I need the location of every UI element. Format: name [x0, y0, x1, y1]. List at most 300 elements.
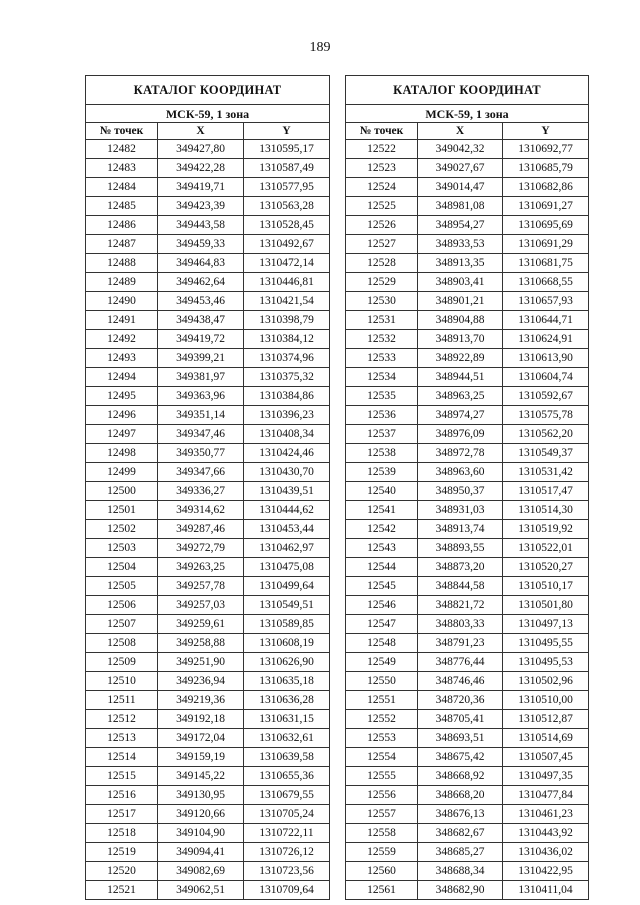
x-coordinate-cell: 348974,27 — [418, 406, 503, 425]
table-row — [86, 691, 330, 710]
column-header-x: X — [418, 123, 503, 140]
point-number-cell: 12489 — [86, 273, 158, 292]
y-coordinate-cell: 1310443,92 — [503, 824, 589, 843]
point-number-cell: 12543 — [346, 539, 418, 558]
x-coordinate-cell: 348844,58 — [418, 577, 503, 596]
catalog-title: КАТАЛОГ КООРДИНАТ — [346, 76, 589, 105]
table-row — [86, 862, 330, 881]
point-number-cell: 12544 — [346, 558, 418, 577]
point-number-cell: 12501 — [86, 501, 158, 520]
table-row — [86, 254, 330, 273]
table-row — [346, 672, 589, 691]
x-coordinate-cell: 349351,14 — [158, 406, 244, 425]
point-number-cell: 12535 — [346, 387, 418, 406]
x-coordinate-cell: 349027,67 — [418, 159, 503, 178]
point-number-cell: 12558 — [346, 824, 418, 843]
x-coordinate-cell: 348668,20 — [418, 786, 503, 805]
x-coordinate-cell: 348963,60 — [418, 463, 503, 482]
x-coordinate-cell: 348693,51 — [418, 729, 503, 748]
x-coordinate-cell: 349094,41 — [158, 843, 244, 862]
point-number-cell: 12482 — [86, 140, 158, 159]
x-coordinate-cell: 348901,21 — [418, 292, 503, 311]
point-number-cell: 12509 — [86, 653, 158, 672]
point-number-cell: 12504 — [86, 558, 158, 577]
y-coordinate-cell: 1310436,02 — [503, 843, 589, 862]
y-coordinate-cell: 1310501,80 — [503, 596, 589, 615]
table-row — [86, 273, 330, 292]
table-row — [346, 596, 589, 615]
table-row — [346, 862, 589, 881]
x-coordinate-cell: 349062,51 — [158, 881, 244, 900]
x-coordinate-cell: 348931,03 — [418, 501, 503, 520]
y-coordinate-cell: 1310604,74 — [503, 368, 589, 387]
x-coordinate-cell: 348903,41 — [418, 273, 503, 292]
y-coordinate-cell: 1310549,51 — [244, 596, 330, 615]
x-coordinate-cell: 348746,46 — [418, 672, 503, 691]
x-coordinate-cell: 349419,71 — [158, 178, 244, 197]
x-coordinate-cell: 349236,94 — [158, 672, 244, 691]
page-number: 189 — [309, 40, 331, 55]
x-coordinate-cell: 348705,41 — [418, 710, 503, 729]
x-coordinate-cell: 348688,34 — [418, 862, 503, 881]
x-coordinate-cell: 348913,74 — [418, 520, 503, 539]
point-number-cell: 12506 — [86, 596, 158, 615]
x-coordinate-cell: 349251,90 — [158, 653, 244, 672]
y-coordinate-cell: 1310626,90 — [244, 653, 330, 672]
y-coordinate-cell: 1310549,37 — [503, 444, 589, 463]
x-coordinate-cell: 348944,51 — [418, 368, 503, 387]
y-coordinate-cell: 1310522,01 — [503, 539, 589, 558]
x-coordinate-cell: 349263,25 — [158, 558, 244, 577]
x-coordinate-cell: 349419,72 — [158, 330, 244, 349]
point-number-cell: 12526 — [346, 216, 418, 235]
table-row — [346, 330, 589, 349]
zone-label: МСК-59, 1 зона — [346, 105, 589, 123]
table-row — [346, 311, 589, 330]
y-coordinate-cell: 1310517,47 — [503, 482, 589, 501]
x-coordinate-cell: 348676,13 — [418, 805, 503, 824]
point-number-cell: 12484 — [86, 178, 158, 197]
point-number-cell: 12505 — [86, 577, 158, 596]
point-number-cell: 12502 — [86, 520, 158, 539]
table-row — [86, 824, 330, 843]
table-row — [86, 140, 330, 159]
table-row — [86, 387, 330, 406]
y-coordinate-cell: 1310636,28 — [244, 691, 330, 710]
x-coordinate-cell: 349453,46 — [158, 292, 244, 311]
x-coordinate-cell: 349347,66 — [158, 463, 244, 482]
x-coordinate-cell: 349082,69 — [158, 862, 244, 881]
y-coordinate-cell: 1310519,92 — [503, 520, 589, 539]
y-coordinate-cell: 1310563,28 — [244, 197, 330, 216]
x-coordinate-cell: 349172,04 — [158, 729, 244, 748]
x-coordinate-cell: 349104,90 — [158, 824, 244, 843]
table-row — [346, 444, 589, 463]
x-coordinate-cell: 348873,20 — [418, 558, 503, 577]
x-coordinate-cell: 349219,36 — [158, 691, 244, 710]
y-coordinate-cell: 1310635,18 — [244, 672, 330, 691]
y-coordinate-cell: 1310587,49 — [244, 159, 330, 178]
table-row — [346, 425, 589, 444]
point-number-cell: 12525 — [346, 197, 418, 216]
point-number-cell: 12546 — [346, 596, 418, 615]
column-header-point-number: № точек — [346, 123, 418, 140]
x-coordinate-cell: 348922,89 — [418, 349, 503, 368]
point-number-cell: 12539 — [346, 463, 418, 482]
coordinate-catalog-table-left — [85, 75, 330, 900]
y-coordinate-cell: 1310531,42 — [503, 463, 589, 482]
y-coordinate-cell: 1310528,45 — [244, 216, 330, 235]
point-number-cell: 12555 — [346, 767, 418, 786]
y-coordinate-cell: 1310608,19 — [244, 634, 330, 653]
table-row — [86, 577, 330, 596]
y-coordinate-cell: 1310510,00 — [503, 691, 589, 710]
point-number-cell: 12492 — [86, 330, 158, 349]
table-row — [346, 387, 589, 406]
y-coordinate-cell: 1310644,71 — [503, 311, 589, 330]
x-coordinate-cell: 349287,46 — [158, 520, 244, 539]
point-number-cell: 12560 — [346, 862, 418, 881]
table-row — [86, 311, 330, 330]
point-number-cell: 12550 — [346, 672, 418, 691]
point-number-cell: 12557 — [346, 805, 418, 824]
point-number-cell: 12561 — [346, 881, 418, 900]
y-coordinate-cell: 1310595,17 — [244, 140, 330, 159]
x-coordinate-cell: 348913,70 — [418, 330, 503, 349]
y-coordinate-cell: 1310679,55 — [244, 786, 330, 805]
table-row — [346, 881, 589, 900]
y-coordinate-cell: 1310499,64 — [244, 577, 330, 596]
x-coordinate-cell: 349120,66 — [158, 805, 244, 824]
y-coordinate-cell: 1310613,90 — [503, 349, 589, 368]
y-coordinate-cell: 1310691,27 — [503, 197, 589, 216]
point-number-cell: 12534 — [346, 368, 418, 387]
point-number-cell: 12533 — [346, 349, 418, 368]
table-row — [86, 843, 330, 862]
y-coordinate-cell: 1310723,56 — [244, 862, 330, 881]
y-coordinate-cell: 1310444,62 — [244, 501, 330, 520]
point-number-cell: 12536 — [346, 406, 418, 425]
x-coordinate-cell: 348668,92 — [418, 767, 503, 786]
table-row — [86, 539, 330, 558]
point-number-cell: 12552 — [346, 710, 418, 729]
table-row — [346, 653, 589, 672]
y-coordinate-cell: 1310408,34 — [244, 425, 330, 444]
x-coordinate-cell: 348976,09 — [418, 425, 503, 444]
x-coordinate-cell: 349427,80 — [158, 140, 244, 159]
table-row — [346, 729, 589, 748]
table-row — [346, 501, 589, 520]
table-row — [86, 197, 330, 216]
table-row — [346, 786, 589, 805]
x-coordinate-cell: 349462,64 — [158, 273, 244, 292]
table-row — [346, 197, 589, 216]
x-coordinate-cell: 348821,72 — [418, 596, 503, 615]
y-coordinate-cell: 1310453,44 — [244, 520, 330, 539]
x-coordinate-cell: 348954,27 — [418, 216, 503, 235]
y-coordinate-cell: 1310726,12 — [244, 843, 330, 862]
point-number-cell: 12520 — [86, 862, 158, 881]
y-coordinate-cell: 1310461,23 — [503, 805, 589, 824]
x-coordinate-cell: 348791,23 — [418, 634, 503, 653]
table-row — [86, 748, 330, 767]
x-coordinate-cell: 349257,03 — [158, 596, 244, 615]
point-number-cell: 12538 — [346, 444, 418, 463]
point-number-cell: 12527 — [346, 235, 418, 254]
y-coordinate-cell: 1310705,24 — [244, 805, 330, 824]
table-row — [346, 216, 589, 235]
y-coordinate-cell: 1310692,77 — [503, 140, 589, 159]
y-coordinate-cell: 1310514,69 — [503, 729, 589, 748]
x-coordinate-cell: 348972,78 — [418, 444, 503, 463]
point-number-cell: 12519 — [86, 843, 158, 862]
coordinate-catalog-table-right — [345, 75, 589, 900]
point-number-cell: 12524 — [346, 178, 418, 197]
y-coordinate-cell: 1310384,12 — [244, 330, 330, 349]
table-row — [346, 634, 589, 653]
x-coordinate-cell: 348720,36 — [418, 691, 503, 710]
x-coordinate-cell: 348933,53 — [418, 235, 503, 254]
point-number-cell: 12537 — [346, 425, 418, 444]
table-row — [346, 558, 589, 577]
y-coordinate-cell: 1310411,04 — [503, 881, 589, 900]
x-coordinate-cell: 349464,83 — [158, 254, 244, 273]
x-coordinate-cell: 348675,42 — [418, 748, 503, 767]
table-row — [86, 178, 330, 197]
y-coordinate-cell: 1310446,81 — [244, 273, 330, 292]
point-number-cell: 12522 — [346, 140, 418, 159]
y-coordinate-cell: 1310398,79 — [244, 311, 330, 330]
x-coordinate-cell: 348682,90 — [418, 881, 503, 900]
y-coordinate-cell: 1310577,95 — [244, 178, 330, 197]
point-number-cell: 12514 — [86, 748, 158, 767]
table-row — [346, 463, 589, 482]
table-row — [86, 463, 330, 482]
y-coordinate-cell: 1310512,87 — [503, 710, 589, 729]
point-number-cell: 12495 — [86, 387, 158, 406]
table-row — [86, 368, 330, 387]
x-coordinate-cell: 348803,33 — [418, 615, 503, 634]
point-number-cell: 12503 — [86, 539, 158, 558]
x-coordinate-cell: 348776,44 — [418, 653, 503, 672]
table-row — [346, 805, 589, 824]
y-coordinate-cell: 1310375,32 — [244, 368, 330, 387]
point-number-cell: 12518 — [86, 824, 158, 843]
point-number-cell: 12530 — [346, 292, 418, 311]
point-number-cell: 12531 — [346, 311, 418, 330]
x-coordinate-cell: 348685,27 — [418, 843, 503, 862]
y-coordinate-cell: 1310507,45 — [503, 748, 589, 767]
x-coordinate-cell: 349443,58 — [158, 216, 244, 235]
y-coordinate-cell: 1310631,15 — [244, 710, 330, 729]
point-number-cell: 12499 — [86, 463, 158, 482]
table-row — [86, 596, 330, 615]
y-coordinate-cell: 1310657,93 — [503, 292, 589, 311]
point-number-cell: 12553 — [346, 729, 418, 748]
y-coordinate-cell: 1310514,30 — [503, 501, 589, 520]
table-row — [86, 881, 330, 900]
x-coordinate-cell: 349014,47 — [418, 178, 503, 197]
table-row — [86, 653, 330, 672]
table-row — [86, 235, 330, 254]
y-coordinate-cell: 1310492,67 — [244, 235, 330, 254]
table-row — [86, 786, 330, 805]
column-header-y: Y — [244, 123, 330, 140]
x-coordinate-cell: 349459,33 — [158, 235, 244, 254]
table-row — [346, 159, 589, 178]
table-row — [86, 558, 330, 577]
point-number-cell: 12541 — [346, 501, 418, 520]
y-coordinate-cell: 1310422,95 — [503, 862, 589, 881]
table-row — [86, 520, 330, 539]
x-coordinate-cell: 348981,08 — [418, 197, 503, 216]
point-number-cell: 12549 — [346, 653, 418, 672]
table-row — [346, 349, 589, 368]
x-coordinate-cell: 349381,97 — [158, 368, 244, 387]
table-row — [86, 767, 330, 786]
y-coordinate-cell: 1310497,35 — [503, 767, 589, 786]
point-number-cell: 12497 — [86, 425, 158, 444]
point-number-cell: 12523 — [346, 159, 418, 178]
table-row — [346, 691, 589, 710]
table-row — [346, 254, 589, 273]
table-row — [86, 292, 330, 311]
table-row — [86, 406, 330, 425]
table-row — [346, 520, 589, 539]
point-number-cell: 12547 — [346, 615, 418, 634]
table-row — [86, 349, 330, 368]
point-number-cell: 12513 — [86, 729, 158, 748]
y-coordinate-cell: 1310632,61 — [244, 729, 330, 748]
catalog-title: КАТАЛОГ КООРДИНАТ — [86, 76, 330, 105]
point-number-cell: 12545 — [346, 577, 418, 596]
table-row — [86, 805, 330, 824]
y-coordinate-cell: 1310685,79 — [503, 159, 589, 178]
column-header-point-number: № точек — [86, 123, 158, 140]
point-number-cell: 12488 — [86, 254, 158, 273]
table-row — [86, 672, 330, 691]
table-row — [346, 273, 589, 292]
point-number-cell: 12551 — [346, 691, 418, 710]
point-number-cell: 12490 — [86, 292, 158, 311]
x-coordinate-cell: 348950,37 — [418, 482, 503, 501]
table-row — [86, 482, 330, 501]
y-coordinate-cell: 1310495,53 — [503, 653, 589, 672]
y-coordinate-cell: 1310639,58 — [244, 748, 330, 767]
point-number-cell: 12521 — [86, 881, 158, 900]
point-number-cell: 12516 — [86, 786, 158, 805]
table-row — [346, 292, 589, 311]
point-number-cell: 12540 — [346, 482, 418, 501]
y-coordinate-cell: 1310709,64 — [244, 881, 330, 900]
point-number-cell: 12529 — [346, 273, 418, 292]
y-coordinate-cell: 1310477,84 — [503, 786, 589, 805]
table-row — [346, 235, 589, 254]
table-row — [86, 330, 330, 349]
y-coordinate-cell: 1310439,51 — [244, 482, 330, 501]
x-coordinate-cell: 349042,32 — [418, 140, 503, 159]
point-number-cell: 12486 — [86, 216, 158, 235]
point-number-cell: 12511 — [86, 691, 158, 710]
y-coordinate-cell: 1310562,20 — [503, 425, 589, 444]
y-coordinate-cell: 1310502,96 — [503, 672, 589, 691]
table-row — [346, 140, 589, 159]
column-header-x: X — [158, 123, 244, 140]
x-coordinate-cell: 348893,55 — [418, 539, 503, 558]
point-number-cell: 12493 — [86, 349, 158, 368]
point-number-cell: 12532 — [346, 330, 418, 349]
x-coordinate-cell: 349259,61 — [158, 615, 244, 634]
x-coordinate-cell: 349257,78 — [158, 577, 244, 596]
table-row — [86, 501, 330, 520]
y-coordinate-cell: 1310497,13 — [503, 615, 589, 634]
y-coordinate-cell: 1310722,11 — [244, 824, 330, 843]
point-number-cell: 12556 — [346, 786, 418, 805]
table-row — [346, 748, 589, 767]
point-number-cell: 12510 — [86, 672, 158, 691]
x-coordinate-cell: 349145,22 — [158, 767, 244, 786]
point-number-cell: 12485 — [86, 197, 158, 216]
point-number-cell: 12512 — [86, 710, 158, 729]
x-coordinate-cell: 349258,88 — [158, 634, 244, 653]
y-coordinate-cell: 1310624,91 — [503, 330, 589, 349]
point-number-cell: 12508 — [86, 634, 158, 653]
x-coordinate-cell: 349363,96 — [158, 387, 244, 406]
table-row — [86, 634, 330, 653]
table-row — [346, 577, 589, 596]
point-number-cell: 12491 — [86, 311, 158, 330]
table-row — [86, 729, 330, 748]
point-number-cell: 12507 — [86, 615, 158, 634]
y-coordinate-cell: 1310430,70 — [244, 463, 330, 482]
y-coordinate-cell: 1310575,78 — [503, 406, 589, 425]
point-number-cell: 12515 — [86, 767, 158, 786]
y-coordinate-cell: 1310681,75 — [503, 254, 589, 273]
table-row — [346, 615, 589, 634]
y-coordinate-cell: 1310592,67 — [503, 387, 589, 406]
point-number-cell: 12528 — [346, 254, 418, 273]
x-coordinate-cell: 349350,77 — [158, 444, 244, 463]
x-coordinate-cell: 349159,19 — [158, 748, 244, 767]
y-coordinate-cell: 1310510,17 — [503, 577, 589, 596]
x-coordinate-cell: 348913,35 — [418, 254, 503, 273]
x-coordinate-cell: 349272,79 — [158, 539, 244, 558]
table-row — [86, 444, 330, 463]
x-coordinate-cell: 349438,47 — [158, 311, 244, 330]
y-coordinate-cell: 1310384,86 — [244, 387, 330, 406]
y-coordinate-cell: 1310589,85 — [244, 615, 330, 634]
y-coordinate-cell: 1310682,86 — [503, 178, 589, 197]
table-row — [86, 159, 330, 178]
table-row — [346, 482, 589, 501]
y-coordinate-cell: 1310495,55 — [503, 634, 589, 653]
x-coordinate-cell: 348682,67 — [418, 824, 503, 843]
x-coordinate-cell: 349399,21 — [158, 349, 244, 368]
point-number-cell: 12483 — [86, 159, 158, 178]
point-number-cell: 12494 — [86, 368, 158, 387]
y-coordinate-cell: 1310421,54 — [244, 292, 330, 311]
table-row — [346, 539, 589, 558]
table-row — [346, 710, 589, 729]
x-coordinate-cell: 349422,28 — [158, 159, 244, 178]
x-coordinate-cell: 349423,39 — [158, 197, 244, 216]
y-coordinate-cell: 1310691,29 — [503, 235, 589, 254]
y-coordinate-cell: 1310374,96 — [244, 349, 330, 368]
table-row — [346, 178, 589, 197]
x-coordinate-cell: 349314,62 — [158, 501, 244, 520]
y-coordinate-cell: 1310462,97 — [244, 539, 330, 558]
point-number-cell: 12487 — [86, 235, 158, 254]
